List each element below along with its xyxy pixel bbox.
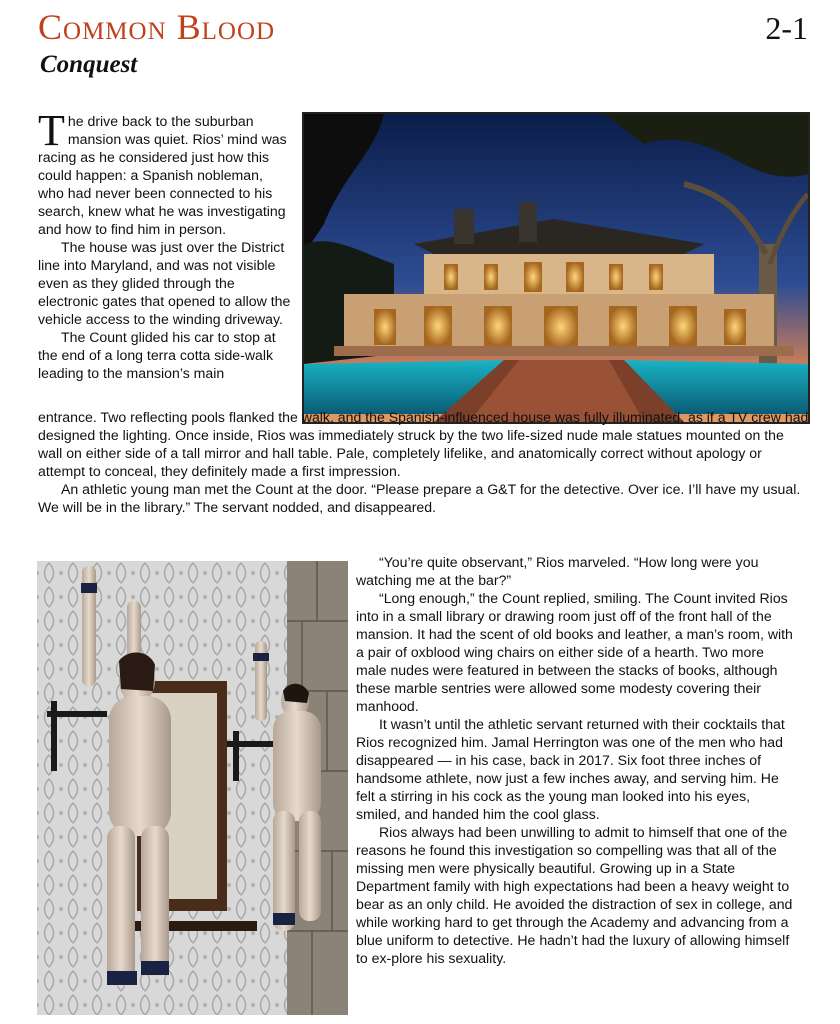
- paragraph-3-continued: entrance. Two reflecting pools flanked the walk, and the Spanish-influenced house was fully illuminated, as if a TV crew had designed the lighting. Once inside, Rios was immediately struck by the two life-sized nude male statues mounted on the wall on either side of a tall mirror and hall table. Pale, completely lifelike, and anatomically correct without apology or attempt to conceal, they definitely made a first impression.: [38, 409, 809, 479]
- mansion-illustration: [304, 114, 808, 422]
- paragraph-7: It wasn’t until the athletic servant returned with their cocktails that Rios recognized him. Jamal Herrington was one of the men who had disappeared — in his case, back in 2017. Six foot three inches of handsome athlete, now just a few inches away, and serving him. He felt a stirring in his cock as the young man looked into his eyes, smiled, and handed him the cool glass.: [356, 716, 785, 822]
- paragraph-4: An athletic young man met the Count at the door. “Please prepare a G&T for the detective. Over ice. I’ll have my usual. We will be in the library.” The servant nodded, and disappeared.: [38, 481, 801, 515]
- paragraph-8: Rios always had been unwilling to admit to himself that one of the reasons he found this investigation so compelling was that all of the missing men were physically beautiful. Growing up in a State Department family with high expectations had been a heavy weight to bear as an only child. He avoided the distraction of sex in college, and while working hard to get through the Academy and advancing from a blue uniform to detective. He hadn’t had the luxury of allowing himself to ex-plore his sexuality.: [356, 824, 793, 966]
- paragraph-2: The house was just over the District line into Maryland, and was not visible even as they glided through the electronic gates that opened to allow the vehicle access to the winding driveway.: [38, 239, 291, 327]
- paragraph-5: “You’re quite observant,” Rios marveled. “How long were you watching me at the bar?”: [356, 554, 759, 588]
- body-column-top-left: [38, 106, 292, 382]
- page-number: 2-1: [765, 10, 808, 46]
- drop-cap: T: [38, 106, 65, 155]
- paragraph-1-text: he drive back to the suburban mansion was quiet. Rios’ mind was racing as he considered just how this could happen: a Spanish nobleman, who had never been connected to his search, knew what he was investigating and how to find him in person.: [38, 113, 287, 237]
- statues-illustration: [37, 561, 348, 1015]
- body-column-full-width: [38, 408, 810, 516]
- magazine-title: Common Blood: [38, 7, 276, 47]
- paragraph-6: “Long enough,” the Count replied, smiling. The Count invited Rios into in a small library or drawing room just off of the front hall of the mansion. It had the scent of old books and leather, a man’s room, with a pair of oxblood wing chairs on either side of a hearth. Two more male nudes were featured in between the stacks of books, although these marble sentries were allowed some modesty covering their manhood.: [356, 590, 793, 714]
- paragraph-3: The Count glided his car to stop at the end of a long terra cotta side-walk leading to the mansion’s main: [38, 329, 276, 381]
- statues-photo: [37, 561, 348, 1015]
- mansion-photo: [302, 112, 810, 424]
- chapter-subtitle: Conquest: [40, 51, 138, 78]
- paragraph-1: [38, 106, 292, 238]
- body-column-bottom-right: [356, 553, 796, 967]
